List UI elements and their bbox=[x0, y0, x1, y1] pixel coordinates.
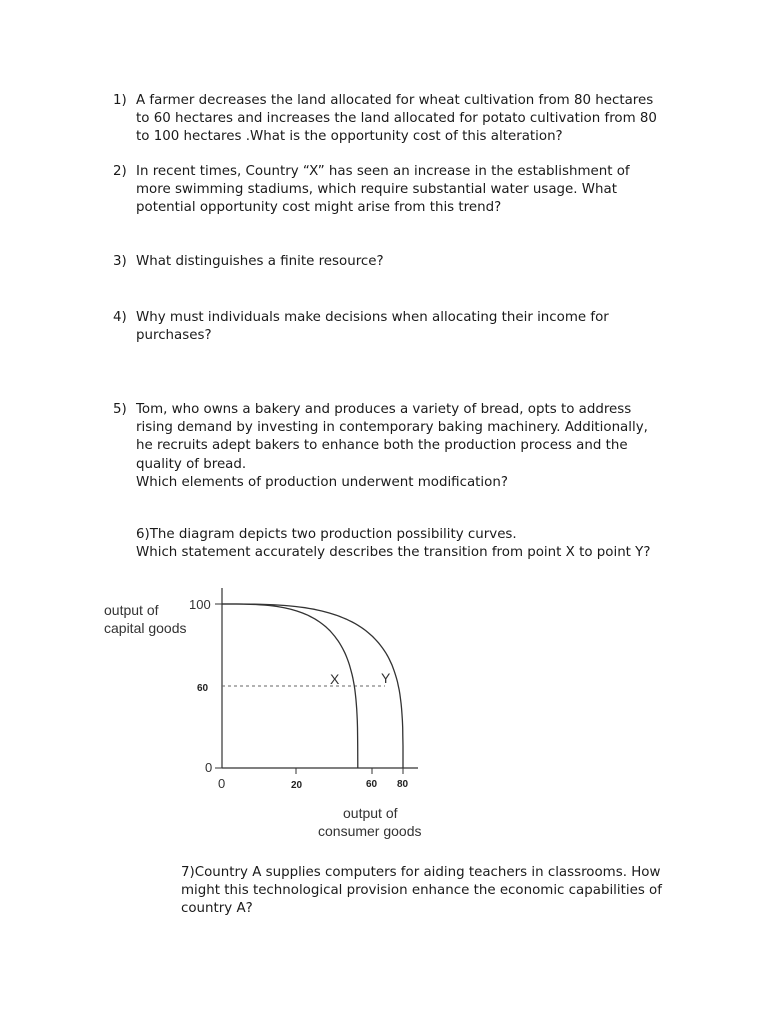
question-line: to 60 hectares and increases the land allocated for potato cultivation from 80 bbox=[136, 111, 657, 127]
question-line: quality of bread. bbox=[136, 456, 247, 472]
x-tick-label-0: 0 bbox=[218, 776, 226, 791]
question-number: 2) bbox=[113, 164, 127, 179]
x-axis-label-line2: consumer goods bbox=[318, 823, 422, 839]
y-tick-label-100: 100 bbox=[189, 597, 211, 612]
point-x-label: X bbox=[330, 671, 340, 687]
question-line: potential opportunity cost might arise from this trend? bbox=[136, 200, 502, 216]
question-line: rising demand by investing in contemporary baking machinery. Additionally, bbox=[136, 420, 648, 436]
y-axis-label-line2: capital goods bbox=[104, 620, 187, 636]
question-7-line: might this technological provision enhance the economic capabilities of bbox=[181, 883, 662, 899]
question-6-line: Which statement accurately describes the transition from point X to point Y? bbox=[136, 545, 651, 560]
question-7 bbox=[181, 864, 701, 919]
x-axis-label-line1: output of bbox=[343, 805, 398, 821]
x-tick-label-20: 20 bbox=[291, 780, 303, 791]
x-tick-label-60: 60 bbox=[366, 779, 378, 790]
question-number: 3) bbox=[113, 254, 127, 269]
y-tick-label-0: 0 bbox=[205, 760, 213, 775]
question-line: What distinguishes a finite resource? bbox=[136, 254, 384, 269]
question-number: 5) bbox=[113, 402, 127, 417]
y-axis-label-line1: output of bbox=[104, 602, 159, 618]
question-line: Why must individuals make decisions when allocating their income for bbox=[136, 310, 609, 325]
question-6-line: 6)The diagram depicts two production possibility curves. bbox=[136, 527, 517, 542]
x-tick-label-80: 80 bbox=[397, 779, 409, 790]
y-tick-label-60: 60 bbox=[197, 683, 209, 694]
question-line: more swimming stadiums, which require substantial water usage. What bbox=[136, 182, 617, 198]
question-7-line: 7)Country A supplies computers for aiding teachers in classrooms. How bbox=[181, 865, 661, 880]
question-line: to 100 hectares .What is the opportunity cost of this alteration? bbox=[136, 129, 563, 145]
point-y-label: Y bbox=[381, 670, 391, 686]
question-number: 4) bbox=[113, 310, 127, 325]
question-line: In recent times, Country “X” has seen an increase in the establishment of bbox=[136, 164, 630, 179]
question-line: A farmer decreases the land allocated for wheat cultivation from 80 hectares bbox=[136, 93, 654, 108]
question-line: Which elements of production underwent modification? bbox=[136, 474, 508, 490]
question-number: 1) bbox=[113, 93, 127, 108]
question-line: purchases? bbox=[136, 328, 212, 344]
question-line: Tom, who owns a bakery and produces a variety of bread, opts to address bbox=[136, 402, 632, 417]
question-line: he recruits adept bakers to enhance both the production process and the bbox=[136, 438, 628, 454]
question-7-line: country A? bbox=[181, 901, 253, 917]
